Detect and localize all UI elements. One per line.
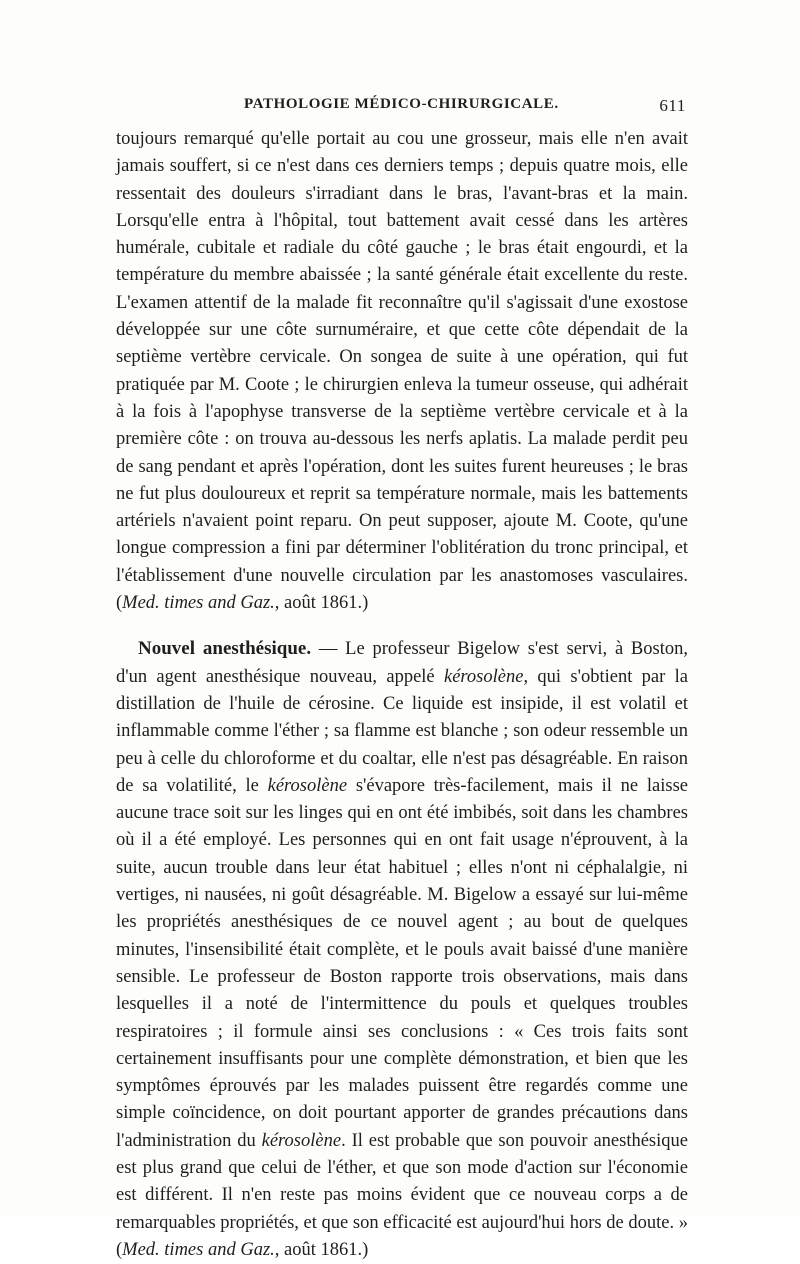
section-heading: Nouvel anesthésique.	[138, 638, 312, 660]
paragraph-exostosis	[116, 126, 688, 617]
paragraph-text: s'évapore très-facilement, mais il ne laisse aucune trace soit sur les linges qui en ont été imbibés, soit dans les chambres où il a été employé. Les personnes qui en ont fait usage n'éprouvent, à la suite, aucun trouble dans leur état habituel ; elles n'ont ni céphalalgie, ni vertiges, ni nausées, ni goût désagréable. M. Bigelow a essayé sur lui-même les propriétés anesthésiques de ce nouvel agent ; au bout de quelques minutes, l'insensibilité était complète, et le pouls avait baissé d'une manière sensible. Le professeur de Boston rapporte trois observations, mais dans lesquelles il a noté de l'intermittence du pouls et quelques troubles respiratoires ; il formule ainsi ses conclusions : « Ces trois faits sont certainement insuffisants pour une complète démonstration, et bien que les symptômes éprouvés par les malades puissent être regardés comme une simple coïncidence, on doit pourtant apporter de grandes précautions dans l'administration du	[116, 775, 688, 1151]
paragraph-anesthetic	[116, 635, 688, 1264]
citation-date: , août 1861.)	[274, 1239, 369, 1260]
citation-source: Med. times and Gaz.	[122, 1239, 275, 1260]
citation-date: , août 1861.)	[274, 593, 369, 614]
italic-term: kérosolène	[267, 775, 348, 796]
paragraph-text: toujours remarqué qu'elle portait au cou une grosseur, mais elle n'en avait jamais souffert, si ce n'est dans ces derniers temps ; depuis quatre mois, elle ressentait des douleurs s'irradiant dans le bras, l'avant-bras et la main. Lorsqu'elle entra à l'hôpital, tout battement avait cessé dans les artères humérale, cubitale et radiale du côté gauche ; le bras était engourdi, et la température du membre abaissée ; la santé générale était excellente du reste. L'examen attentif de la malade fit reconnaître qu'il s'agissait d'une exostose développée sur une côte surnuméraire, et que cette côte dépendait de la septième vertèbre cervicale. On songea de suite à une opération, qui fut pratiquée par M. Coote ; le chirurgien enleva la tumeur osseuse, qui adhérait à la fois à l'apophyse transverse de la septième vertèbre cervicale et à la première côte : on trouva au-dessous les nerfs aplatis. La malade perdit peu de sang pendant et après l'opération, dont les suites furent heureuses ; le bras ne fut plus douloureux et reprit sa température normale, mais les battements artériels n'avaient point reparu. On peut supposer, ajoute M. Coote, qu'une longue compression a fini par déterminer l'oblitération du tronc principal, et l'établissement d'une nouvelle circulation par les anastomoses vasculaires. (	[116, 129, 688, 614]
citation-source: Med. times and Gaz.	[122, 593, 275, 614]
paragraph-text: . Il est probable que son pouvoir anesthésique est plus grand que celui de l'éther, et que son mode d'action sur l'économie est différent. Il n'en reste pas moins évident que ce nouveau corps a de remarquables propriétés, et que son efficacité est aujourd'hui hors de doute. » (	[116, 1130, 688, 1260]
italic-term: kérosolène	[444, 666, 524, 687]
body-text	[116, 126, 688, 1264]
paragraph-text: , qui s'obtient par la distillation de l'huile de cérosine. Ce liquide est insipide, il est volatil et inflammable comme l'éther ; sa flamme est blanche ; son odeur ressemble un peu à celle du chloroforme et du coaltar, elle n'est pas désagréable. En raison de sa volatilité, le	[116, 666, 689, 796]
running-title: PATHOLOGIE MÉDICO-CHIRURGICALE.	[244, 96, 559, 112]
page-header	[116, 96, 686, 122]
italic-term: kérosolène	[261, 1130, 342, 1151]
paragraph-text: — Le professeur Bigelow s'est servi, à Boston, d'un agent anesthésique nouveau, appelé	[116, 639, 688, 687]
page-number: 611	[659, 96, 686, 115]
